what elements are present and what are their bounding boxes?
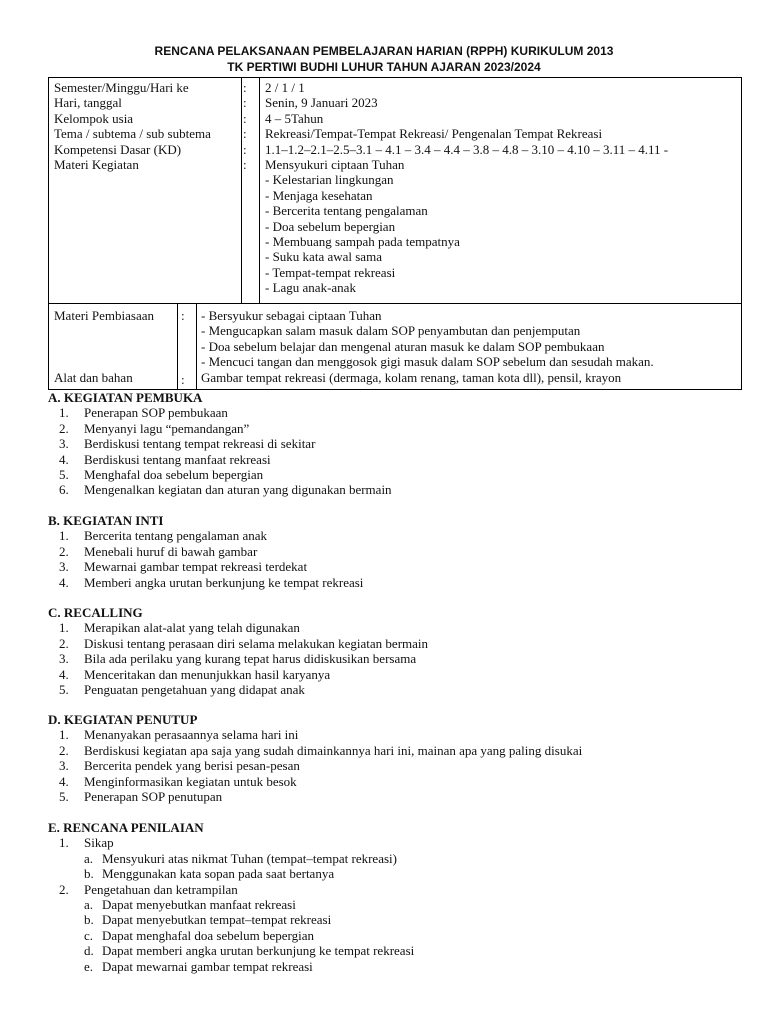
sub-list-item: b. Dapat menyebutkan tempat–tempat rekreasi: [84, 912, 332, 928]
habit-values: [201, 308, 654, 385]
material-item: - Doa sebelum bepergian: [265, 218, 396, 234]
colon: :: [181, 308, 185, 323]
habit-item: - Bersyukur sebagai ciptaan Tuhan: [201, 308, 382, 323]
section-heading: E. RENCANA PENILAIAN: [48, 820, 204, 835]
label-tools-materials: Alat dan bahan: [54, 370, 133, 385]
value-theme: Rekreasi/Tempat-Tempat Rekreasi/ Pengenalan Tempat Rekreasi: [265, 126, 603, 142]
material-item: - Lagu anak-anak: [265, 280, 356, 296]
habit-item: - Mengucapkan salam masuk dalam SOP penyambutan dan penjemputan: [201, 323, 581, 339]
list-item: 2. Diskusi tentang perasaan diri selama melakukan kegiatan bermain: [59, 635, 429, 651]
section-list: [48, 882, 748, 897]
list-item: 5. Menghafal doa sebelum bepergian: [59, 467, 264, 483]
list-item: 3. Mewarnai gambar tempat rekreasi terdekat: [59, 559, 308, 575]
label-age-group: Kelompok usia: [54, 110, 134, 126]
label-date: Hari, tanggal: [54, 95, 122, 111]
list-item: 3. Bila ada perilaku yang kurang tepat harus didiskusikan bersama: [59, 651, 417, 667]
document-subtitle: TK PERTIWI BUDHI LUHUR TAHUN AJARAN 2023/2024: [227, 60, 541, 74]
table-divider: [241, 78, 242, 303]
value-semester: 2 / 1 / 1: [265, 80, 305, 95]
list-item: 1. Penerapan SOP pembukaan: [59, 405, 228, 421]
table-divider: [196, 304, 197, 389]
material-item: - Kelestarian lingkungan: [265, 172, 394, 188]
value-age-group: 4 – 5Tahun: [265, 110, 324, 126]
list-item: 5. Penguatan pengetahuan yang didapat anak: [59, 682, 305, 698]
value-basic-competence: 1.1–1.2–2.1–2.5–3.1 – 4.1 – 3.4 – 4.4 – 3.8 – 4.8 – 3.10 – 4.10 – 3.11 – 4.11 -: [265, 141, 669, 157]
section-list: [48, 528, 748, 590]
list-item: 5. Penerapan SOP penutupan: [59, 789, 223, 805]
colon: :: [243, 95, 247, 111]
list-item: 2. Menebali huruf di bawah gambar: [59, 543, 258, 559]
list-item: 2. Berdiskusi kegiatan apa saja yang sudah dimainkannya hari ini, mainan apa yang paling disukai: [59, 742, 583, 758]
list-item: 1. Merapikan alat-alat yang telah digunakan: [59, 620, 300, 636]
section-core-activities: [48, 513, 748, 590]
section-recalling: [48, 605, 748, 697]
list-item: 6. Mengenalkan kegiatan dan aturan yang digunakan bermain: [59, 482, 392, 498]
label-activity-material: Materi Kegiatan: [54, 157, 139, 173]
sub-list-item: b. Menggunakan kata sopan pada saat bertanya: [84, 866, 335, 882]
colon: :: [243, 126, 247, 142]
sub-list-item: d. Dapat memberi angka urutan berkunjung ke tempat rekreasi: [84, 943, 415, 959]
label-semester: Semester/Minggu/Hari ke: [54, 80, 189, 95]
list-item: 2. Menyanyi lagu “pemandangan”: [59, 420, 250, 436]
section-assessment-plan: [48, 820, 748, 974]
value-date: Senin, 9 Januari 2023: [265, 95, 378, 111]
material-item: - Bercerita tentang pengalaman: [265, 203, 428, 219]
info-labels: [54, 80, 211, 172]
section-heading: A. KEGIATAN PEMBUKA: [48, 390, 203, 405]
info-values: [265, 80, 735, 296]
info-table: [48, 77, 742, 304]
section-closing-activities: [48, 712, 748, 804]
sub-list: [48, 851, 748, 882]
colon: :: [243, 156, 247, 172]
section-opening-activities: [48, 390, 748, 498]
list-item: 3. Berdiskusi tentang tempat rekreasi di sekitar: [59, 436, 316, 452]
sub-list: [48, 897, 748, 974]
section-heading: C. RECALLING: [48, 605, 143, 620]
material-item: - Menjaga kesehatan: [265, 187, 373, 203]
value-activity-material: Mensyukuri ciptaan Tuhan: [265, 157, 405, 173]
list-item: 1. Bercerita tentang pengalaman anak: [59, 528, 267, 544]
list-item: 3. Bercerita pendek yang berisi pesan-pesan: [59, 758, 300, 774]
list-item: 4. Menceritakan dan menunjukkan hasil karyanya: [59, 666, 331, 682]
sub-list-item: a. Mensyukuri atas nikmat Tuhan (tempat–tempat rekreasi): [84, 850, 397, 866]
section-list: [48, 405, 748, 497]
sub-list-item: c. Dapat menghafal doa sebelum bepergian: [84, 927, 315, 943]
material-item: - Membuang sampah pada tempatnya: [265, 234, 460, 250]
list-item: 1. Sikap: [59, 835, 114, 851]
colon: :: [243, 110, 247, 126]
colon: :: [181, 372, 185, 387]
habit-item: - Doa sebelum belajar dan mengenal aturan masuk ke dalam SOP pembukaan: [201, 338, 605, 354]
habit-table: [48, 304, 742, 390]
material-item: - Suku kata awal sama: [265, 249, 382, 265]
section-heading: D. KEGIATAN PENUTUP: [48, 712, 198, 727]
label-habit-material: Materi Pembiasaan: [54, 308, 154, 323]
section-list: [48, 620, 748, 697]
tools-value: Gambar tempat rekreasi (dermaga, kolam renang, taman kota dll), pensil, krayon: [201, 369, 622, 385]
table-divider: [259, 78, 260, 303]
table-divider: [177, 304, 178, 389]
section-list: [48, 727, 748, 804]
material-item: - Tempat-tempat rekreasi: [265, 264, 396, 280]
sub-list-item: e. Dapat mewarnai gambar tempat rekreasi: [84, 958, 313, 974]
list-item: 4. Berdiskusi tentang manfaat rekreasi: [59, 451, 271, 467]
habit-item: - Mencuci tangan dan menggosok gigi masuk dalam SOP sebelum dan sesudah makan.: [201, 354, 654, 370]
sub-list-item: a. Dapat menyebutkan manfaat rekreasi: [84, 897, 296, 913]
info-colons: [243, 80, 247, 172]
section-list: [48, 835, 748, 850]
colon: :: [243, 141, 247, 157]
list-item: 4. Memberi angka urutan berkunjung ke tempat rekreasi: [59, 574, 364, 590]
list-item: 2. Pengetahuan dan ketrampilan: [59, 881, 238, 897]
label-basic-competence: Kompetensi Dasar (KD): [54, 141, 182, 157]
document-title: RENCANA PELAKSANAAN PEMBELAJARAN HARIAN (RPPH) KURIKULUM 2013: [154, 44, 614, 58]
list-item: 4. Menginformasikan kegiatan untuk besok: [59, 773, 297, 789]
label-theme: Tema / subtema / sub subtema: [54, 126, 211, 142]
colon: :: [243, 80, 247, 95]
section-heading: B. KEGIATAN INTI: [48, 513, 164, 528]
list-item: 1. Menanyakan perasaannya selama hari ini: [59, 727, 299, 743]
